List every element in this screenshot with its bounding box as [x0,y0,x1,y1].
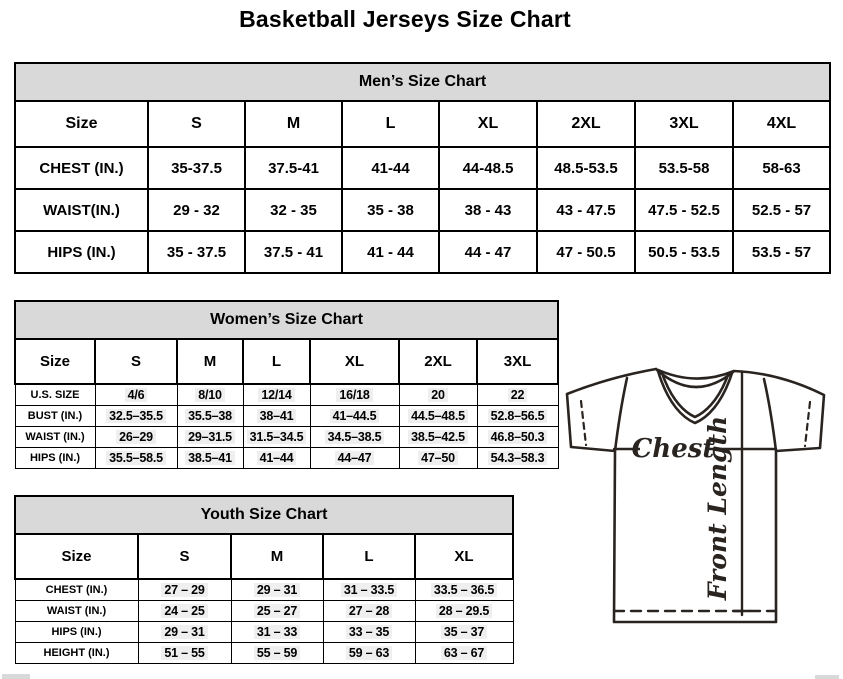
youth-waist-row [15,601,513,622]
cell: 37.5-41 [245,147,342,189]
cell [95,406,177,427]
row-label: WAIST (IN.) [15,601,138,622]
youth-header-row [15,534,513,579]
cell: 35-37.5 [148,147,245,189]
front-length-label: Front Length [703,415,732,601]
cell [310,384,399,406]
cell [177,448,243,469]
cell-value: 35.5–58.5 [106,451,166,465]
womens-size-table [14,300,559,469]
womens-table-title: Women’s Size Chart [15,301,558,339]
cell-value: 41–44.5 [330,409,380,423]
cell-value: 46.8–50.3 [488,430,548,444]
cell [415,601,513,622]
mens-hips-row [15,231,830,273]
cell [95,427,177,448]
cell [399,406,477,427]
cell-value: 35 – 37 [441,625,487,639]
cell [399,384,477,406]
youth-chest-row [15,579,513,601]
cell-value: 35.5–38 [185,409,235,423]
cell-value: 29–31.5 [185,430,235,444]
cell [399,427,477,448]
cell [310,427,399,448]
cell-value: 29 – 31 [254,583,300,597]
jersey-outline [567,369,824,622]
cell [138,622,231,643]
cell: 38 - 43 [439,189,537,231]
row-label: WAIST (IN.) [15,427,95,448]
cell: 47 - 50.5 [537,231,635,273]
cell [323,601,415,622]
cell [477,406,558,427]
youth-header-size: Size [15,534,138,579]
mens-table-title: Men’s Size Chart [15,63,830,101]
cell [323,622,415,643]
cell: 53.5-58 [635,147,733,189]
cropped-artifact-right [815,675,839,679]
cell [477,427,558,448]
cell: 32 - 35 [245,189,342,231]
cell [477,384,558,406]
mens-header-row [15,101,830,147]
cell: 58-63 [733,147,830,189]
cell [177,406,243,427]
mens-header-size: Size [15,101,148,147]
cell-value: 8/10 [195,388,225,402]
womens-header-l: L [243,339,310,384]
mens-header-xl: XL [439,101,537,147]
cell-value: 12/14 [258,388,294,402]
womens-header-row [15,339,558,384]
cell: 41-44 [342,147,439,189]
cell [415,579,513,601]
cell [415,643,513,664]
cell-value: 27 – 28 [346,604,392,618]
youth-height-row [15,643,513,664]
cell-value: 34.5–38.5 [325,430,385,444]
row-label: HEIGHT (IN.) [15,643,138,664]
cell [138,601,231,622]
cell: 35 - 38 [342,189,439,231]
cell-value: 44.5–48.5 [408,409,468,423]
womens-header-s: S [95,339,177,384]
cell [323,643,415,664]
mens-size-table [14,62,831,274]
cell-value: 41–44 [257,451,297,465]
cell [231,579,323,601]
cell-value: 4/6 [125,388,148,402]
cell-value: 25 – 27 [254,604,300,618]
row-label: HIPS (IN.) [15,231,148,273]
cell-value: 27 – 29 [161,583,207,597]
cell-value: 38.5–42.5 [408,430,468,444]
cell-value: 29 – 31 [161,625,207,639]
row-label: HIPS (IN.) [15,448,95,469]
cell-value: 31.5–34.5 [247,430,307,444]
cell: 47.5 - 52.5 [635,189,733,231]
cell [399,448,477,469]
cell: 29 - 32 [148,189,245,231]
cell-value: 54.3–58.3 [488,451,548,465]
cell: 50.5 - 53.5 [635,231,733,273]
cell-value: 63 – 67 [441,646,487,660]
mens-chest-row [15,147,830,189]
cell: 48.5-53.5 [537,147,635,189]
cell-value: 32.5–35.5 [106,409,166,423]
mens-header-s: S [148,101,245,147]
cell [177,427,243,448]
youth-header-m: M [231,534,323,579]
cell-value: 59 – 63 [346,646,392,660]
cell: 43 - 47.5 [537,189,635,231]
cell [138,643,231,664]
youth-header-l: L [323,534,415,579]
cell [243,448,310,469]
cell [243,427,310,448]
cell-value: 38.5–41 [185,451,235,465]
cell [477,448,558,469]
cell-value: 44–47 [335,451,375,465]
cell [177,384,243,406]
mens-header-m: M [245,101,342,147]
cell [231,622,323,643]
cell [95,384,177,406]
row-label: WAIST(IN.) [15,189,148,231]
cell-value: 22 [508,388,528,402]
cell-value: 31 – 33 [254,625,300,639]
cell [231,643,323,664]
mens-header-3xl: 3XL [635,101,733,147]
row-label: HIPS (IN.) [15,622,138,643]
youth-hips-row [15,622,513,643]
cell-value: 33 – 35 [346,625,392,639]
cell-value: 33.5 – 36.5 [431,583,497,597]
cell-value: 26–29 [116,430,156,444]
youth-header-s: S [138,534,231,579]
youth-size-table [14,495,514,664]
cell-value: 31 – 33.5 [341,583,397,597]
jersey-diagram [556,356,837,632]
cell-value: 16/18 [336,388,372,402]
cell [310,406,399,427]
cell [243,384,310,406]
row-label: CHEST (IN.) [15,147,148,189]
cell-value: 55 – 59 [254,646,300,660]
cell [95,448,177,469]
womens-hips-row [15,448,558,469]
cell-value: 47–50 [418,451,458,465]
cell: 35 - 37.5 [148,231,245,273]
cell [310,448,399,469]
cell: 41 - 44 [342,231,439,273]
cell-value: 38–41 [257,409,297,423]
cell [138,579,231,601]
row-label: CHEST (IN.) [15,579,138,601]
chest-label: Chest [631,434,715,464]
cropped-artifact-left [2,674,30,679]
cell: 37.5 - 41 [245,231,342,273]
cell-value: 52.8–56.5 [488,409,548,423]
cell [415,622,513,643]
youth-table-title: Youth Size Chart [15,496,513,534]
cell: 44-48.5 [439,147,537,189]
page-title: Basketball Jerseys Size Chart [239,6,571,32]
womens-ussize-row [15,384,558,406]
mens-header-4xl: 4XL [733,101,830,147]
row-label: U.S. SIZE [15,384,95,406]
mens-header-2xl: 2XL [537,101,635,147]
womens-waist-row [15,427,558,448]
cell: 53.5 - 57 [733,231,830,273]
womens-header-size: Size [15,339,95,384]
cell-value: 24 – 25 [161,604,207,618]
womens-bust-row [15,406,558,427]
cell [243,406,310,427]
womens-header-m: M [177,339,243,384]
cell [231,601,323,622]
cell: 44 - 47 [439,231,537,273]
mens-waist-row [15,189,830,231]
womens-header-2xl: 2XL [399,339,477,384]
mens-header-l: L [342,101,439,147]
cell-value: 28 – 29.5 [436,604,492,618]
cell: 52.5 - 57 [733,189,830,231]
womens-header-xl: XL [310,339,399,384]
row-label: BUST (IN.) [15,406,95,427]
womens-header-3xl: 3XL [477,339,558,384]
youth-header-xl: XL [415,534,513,579]
cell-value: 20 [428,388,448,402]
cell [323,579,415,601]
cell-value: 51 – 55 [161,646,207,660]
